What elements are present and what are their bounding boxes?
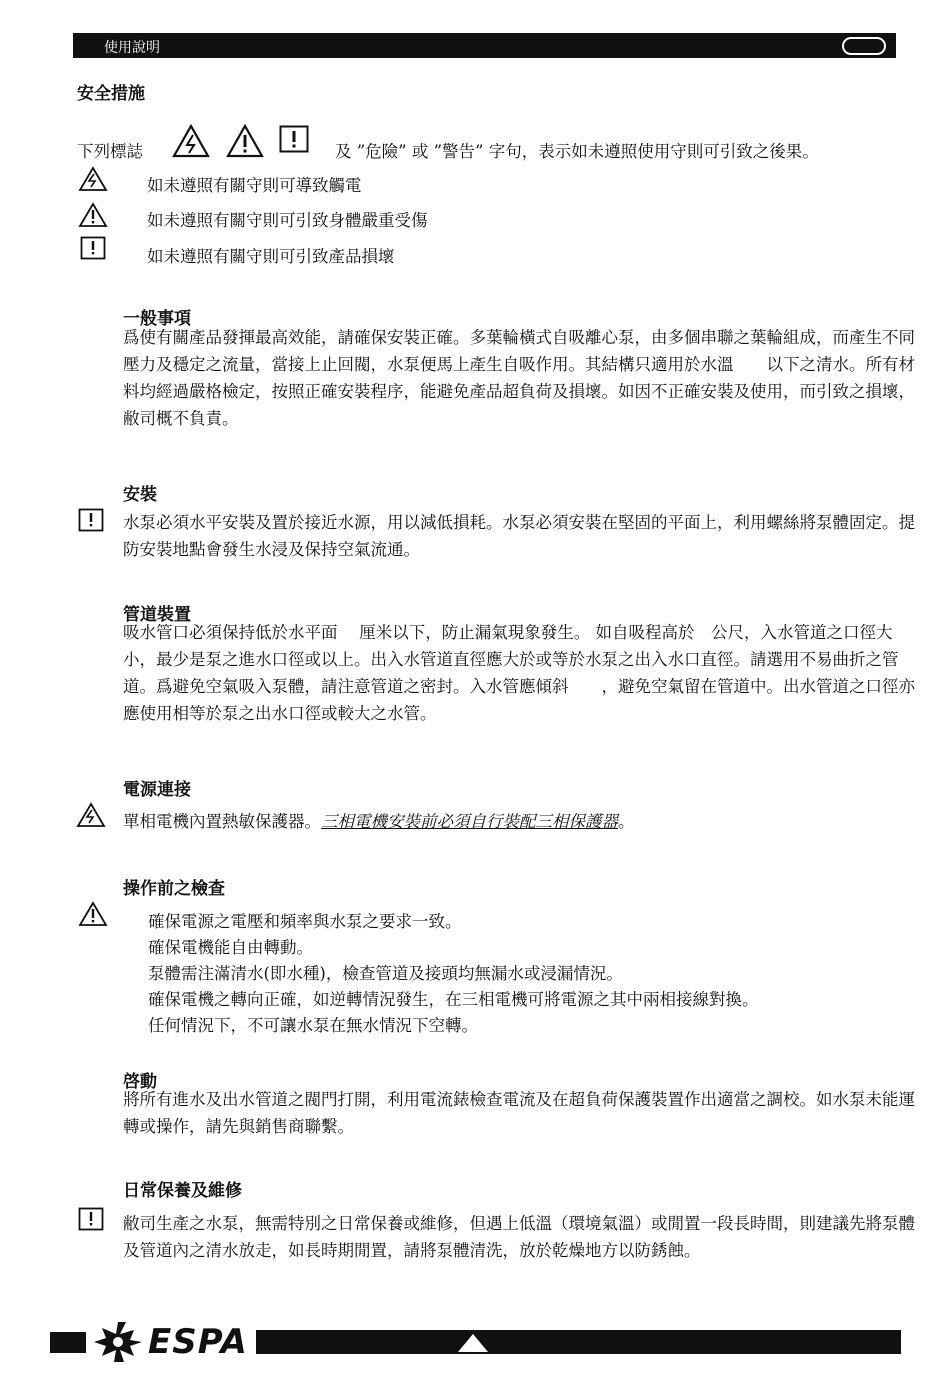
caution-box-icon: [78, 1207, 104, 1231]
safety-intro-prefix: 下列標誌: [77, 142, 143, 161]
precheck-line: 確保電源之電壓和頻率與水泵之要求一致。: [148, 912, 462, 931]
footer-brand: ESPA: [148, 1322, 248, 1362]
power-three-phase-note: 三相電機安裝前必須自行裝配三相保護器: [321, 812, 618, 831]
power-single-phase: 單相電機內置熱敏保護器。: [123, 812, 321, 831]
startup-title: 啓動: [123, 1072, 157, 1092]
safety-item-damage: 如未遵照有關守則可引致產品損壞: [147, 247, 395, 266]
warning-triangle-icon: [78, 202, 108, 228]
power-end: 。: [618, 812, 635, 831]
header-label: 使用說明: [104, 40, 160, 56]
header-bar: [73, 33, 896, 58]
electric-hazard-icon: [76, 802, 106, 828]
electric-hazard-icon: [78, 166, 108, 192]
footer-left-block: [50, 1332, 86, 1353]
install-title: 安裝: [123, 485, 157, 505]
espa-logo-icon: [90, 1318, 146, 1364]
maintenance-title: 日常保養及維修: [123, 1181, 242, 1201]
warning-triangle-icon: [226, 124, 264, 158]
piping-title: 管道裝置: [123, 605, 191, 625]
electric-hazard-icon: [172, 124, 210, 158]
caution-box-icon: [80, 236, 106, 260]
caution-box-icon: [78, 508, 104, 532]
safety-item-injury: 如未遵照有關守則可引致身體嚴重受傷: [147, 211, 428, 230]
general-title: 一般事項: [123, 309, 191, 329]
safety-item-electric: 如未遵照有關守則可導致觸電: [147, 176, 362, 195]
general-body: 爲使有關產品發揮最高效能，請確保安裝正確。多葉輪橫式自吸離心泵，由多個串聯之葉輪組成，而產生不同壓力及穩定之流量，當接上止回閥，水泵便馬上產生自吸作用。其結構只適用於水溫 以下之清水。所有材料均經過嚴格檢定，按照正確安裝程序，能避免產品超負荷及損壞。如因不正確安裝及使用，而引致之損壞，敝司概不負責。: [123, 328, 915, 428]
install-body: 水泵必須水平安裝及置於接近水源，用以減低損耗。水泵必須安裝在堅固的平面上，利用螺絲將泵體固定。提防安裝地點會發生水浸及保持空氣流通。: [123, 513, 915, 559]
language-badge: [842, 37, 886, 55]
safety-title: 安全措施: [77, 84, 145, 104]
startup-body: 將所有進水及出水管道之閥門打開，利用電流錶檢查電流及在超負荷保護裝置作出適當之調校。如水泵未能運轉或操作，請先與銷售商聯繫。: [123, 1090, 915, 1136]
precheck-line: 任何情況下，不可讓水泵在無水情況下空轉。: [148, 1016, 478, 1035]
warning-triangle-icon: [78, 901, 108, 927]
piping-body: 吸水管口必須保持低於水平面 厘米以下，防止漏氣現象發生。 如自吸程高於 公尺，入水管道之口徑大小，最少是泵之進水口徑或以上。出入水管道直徑應大於或等於水泵之出入水口直徑。請選用不易曲折之管道。爲避免空氣吸入泵體，請注意管道之密封。入水管應傾斜 ，避免空氣留在管道中。出水管道之口徑亦應使用相等於泵之出水口徑或較大之水管。: [123, 623, 915, 723]
precheck-line: 泵體需注滿清水(即水種)，檢查管道及接頭均無漏水或浸漏情況。: [148, 964, 623, 983]
safety-intro-suffix: 及 ”危險” 或 ”警告” 字句，表示如未遵照使用守則可引致之後果。: [335, 142, 819, 161]
precheck-line: 確保電機之轉向正確，如逆轉情況發生，在三相電機可將電源之其中兩相接線對換。: [148, 990, 759, 1009]
precheck-title: 操作前之檢查: [123, 879, 225, 899]
precheck-line: 確保電機能自由轉動。: [148, 938, 313, 957]
power-title: 電源連接: [123, 780, 191, 800]
caution-box-icon: [279, 125, 309, 153]
footer-bar: [256, 1330, 901, 1354]
power-text: [123, 808, 635, 832]
up-triangle-icon: [456, 1332, 490, 1354]
maintenance-body: 敝司生產之水泵，無需特別之日常保養或維修，但遇上低溫（環境氣溫）或閒置一段長時間，則建議先將泵體及管道內之清水放走，如長時期閒置，請將泵體清洗，放於乾燥地方以防銹蝕。: [123, 1214, 915, 1260]
